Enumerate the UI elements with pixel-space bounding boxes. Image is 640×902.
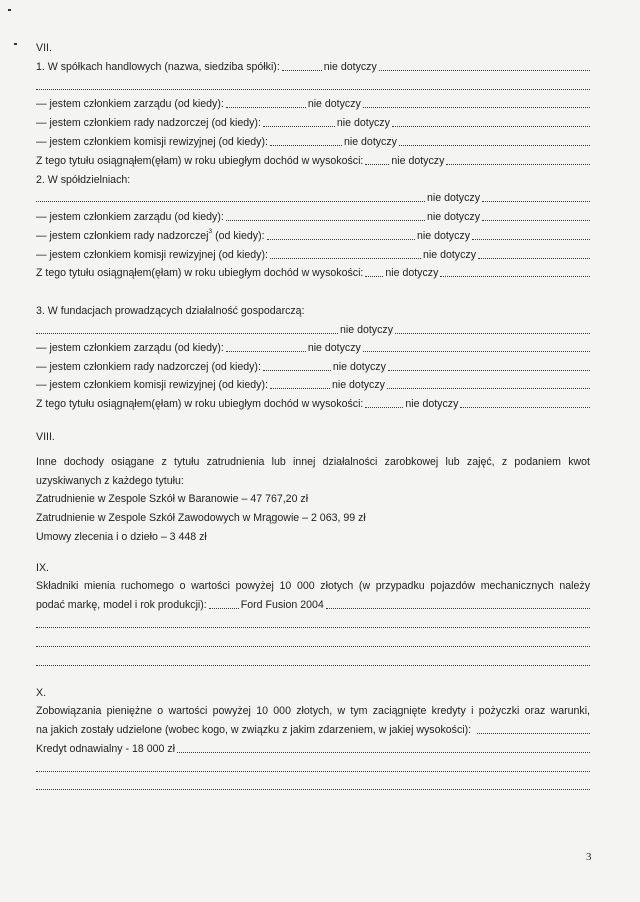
field-value: nie dotyczy — [417, 230, 470, 242]
field-value: nie dotyczy — [343, 136, 397, 148]
field-value: nie dotyczy — [336, 117, 390, 129]
companies-line — [36, 60, 590, 74]
audit-line — [36, 135, 590, 149]
board-line — [36, 97, 590, 111]
supervisory-line — [36, 360, 590, 374]
subsection-label: 2. W spółdzielniach: — [36, 174, 131, 186]
board-line — [36, 210, 590, 224]
section-text: Inne dochody osiągane z tytułu zatrudnienia lub innej działalności zarobkowej lub zajęć, z podaniem kwot — [36, 456, 590, 468]
field-label: — jestem członkiem zarządu (od kiedy): — [36, 98, 224, 110]
scan-mark — [14, 43, 17, 45]
field-value: nie dotyczy — [423, 249, 476, 261]
credit-line — [36, 742, 590, 756]
income-line — [36, 154, 590, 168]
scan-mark — [8, 9, 11, 11]
field-label: Z tego tytułu osiągnąłem(ęłam) w roku ubiegłym dochód w wysokości: — [36, 155, 364, 167]
field-value: nie dotyczy — [427, 192, 480, 204]
field-value: nie dotyczy — [332, 361, 386, 373]
supervisory-line — [36, 116, 590, 130]
section-heading: VII. — [36, 42, 52, 54]
blank-line — [36, 645, 590, 647]
section-text: Składniki mienia ruchomego o wartości powyżej 10 000 złotych (w przypadku pojazdów mechanicznych należy — [36, 580, 590, 592]
field-value: nie dotyczy — [307, 98, 361, 110]
cooperatives-line — [36, 191, 590, 205]
field-label: na jakich zostały udzielone (wobec kogo, w związku z jakim zdarzeniem, w jakiej wysokości): — [36, 724, 472, 736]
supervisory-line — [36, 229, 590, 243]
section-heading: IX. — [36, 562, 49, 574]
blank-line — [36, 770, 590, 772]
board-line — [36, 341, 590, 355]
field-label: — jestem członkiem komisji rewizyjnej (od kiedy): — [36, 379, 268, 391]
audit-line — [36, 378, 590, 392]
income-entry: Zatrudnienie w Zespole Szkół w Baranowie – 47 767,20 zł — [36, 493, 309, 505]
field-label: — jestem członkiem zarządu (od kiedy): — [36, 342, 224, 354]
income-line — [36, 397, 590, 411]
income-entry: Zatrudnienie w Zespole Szkół Zawodowych w Mrągowie – 2 063, 99 zł — [36, 512, 366, 524]
foundations-line — [36, 323, 590, 337]
field-label: podać markę, model i rok produkcji): — [36, 599, 207, 611]
income-entry: Umowy zlecenia i o dzieło – 3 448 zł — [36, 531, 207, 543]
field-value: nie dotyczy — [323, 61, 377, 73]
field-label: — jestem członkiem rady nadzorczej$^3$ (od kiedy): — [36, 228, 265, 242]
field-value: nie dotyczy — [405, 398, 459, 410]
blank-line — [36, 664, 590, 666]
field-value: nie dotyczy — [391, 155, 445, 167]
field-value: nie dotyczy — [427, 211, 480, 223]
field-value: nie dotyczy — [331, 379, 385, 391]
footnote-marker: 3 — [208, 228, 213, 236]
subsection-label: 3. W fundacjach prowadzących działalność gospodarczą: — [36, 305, 305, 317]
section-heading: VIII. — [36, 431, 55, 443]
field-label: — jestem członkiem rady nadzorczej (od kiedy): — [36, 117, 261, 129]
field-value: nie dotyczy — [340, 324, 393, 336]
field-value: Kredyt odnawialny - 18 000 zł — [36, 743, 175, 755]
income-line — [36, 266, 590, 280]
section-heading: X. — [36, 687, 47, 699]
audit-line — [36, 248, 590, 262]
page-number: 3 — [586, 851, 592, 863]
blank-line — [36, 788, 590, 790]
field-label: — jestem członkiem rady nadzorczej (od kiedy): — [36, 361, 261, 373]
blank-line — [36, 626, 590, 628]
field-label: — jestem członkiem zarządu (od kiedy): — [36, 211, 224, 223]
field-value: nie dotyczy — [385, 267, 439, 279]
field-label: Z tego tytułu osiągnąłem(ęłam) w roku ubiegłym dochód w wysokości: — [36, 398, 364, 410]
section-text: uzyskiwanych z każdego tytułu: — [36, 475, 184, 487]
liabilities-line — [36, 723, 590, 737]
blank-line — [36, 88, 590, 90]
field-label: 1. W spółkach handlowych (nazwa, siedziba spółki): — [36, 61, 280, 73]
field-value: Ford Fusion 2004 — [240, 599, 324, 611]
field-label: — jestem członkiem komisji rewizyjnej (od kiedy): — [36, 249, 268, 261]
vehicle-line — [36, 598, 590, 612]
field-label: Z tego tytułu osiągnąłem(ęłam) w roku ubiegłym dochód w wysokości: — [36, 267, 364, 279]
section-text: Zobowiązania pieniężne o wartości powyżej 10 000 złotych, w tym zaciągnięte kredyty i pożyczki oraz warunki, — [36, 705, 590, 717]
field-value: nie dotyczy — [307, 342, 361, 354]
field-label: — jestem członkiem komisji rewizyjnej (od kiedy): — [36, 136, 268, 148]
